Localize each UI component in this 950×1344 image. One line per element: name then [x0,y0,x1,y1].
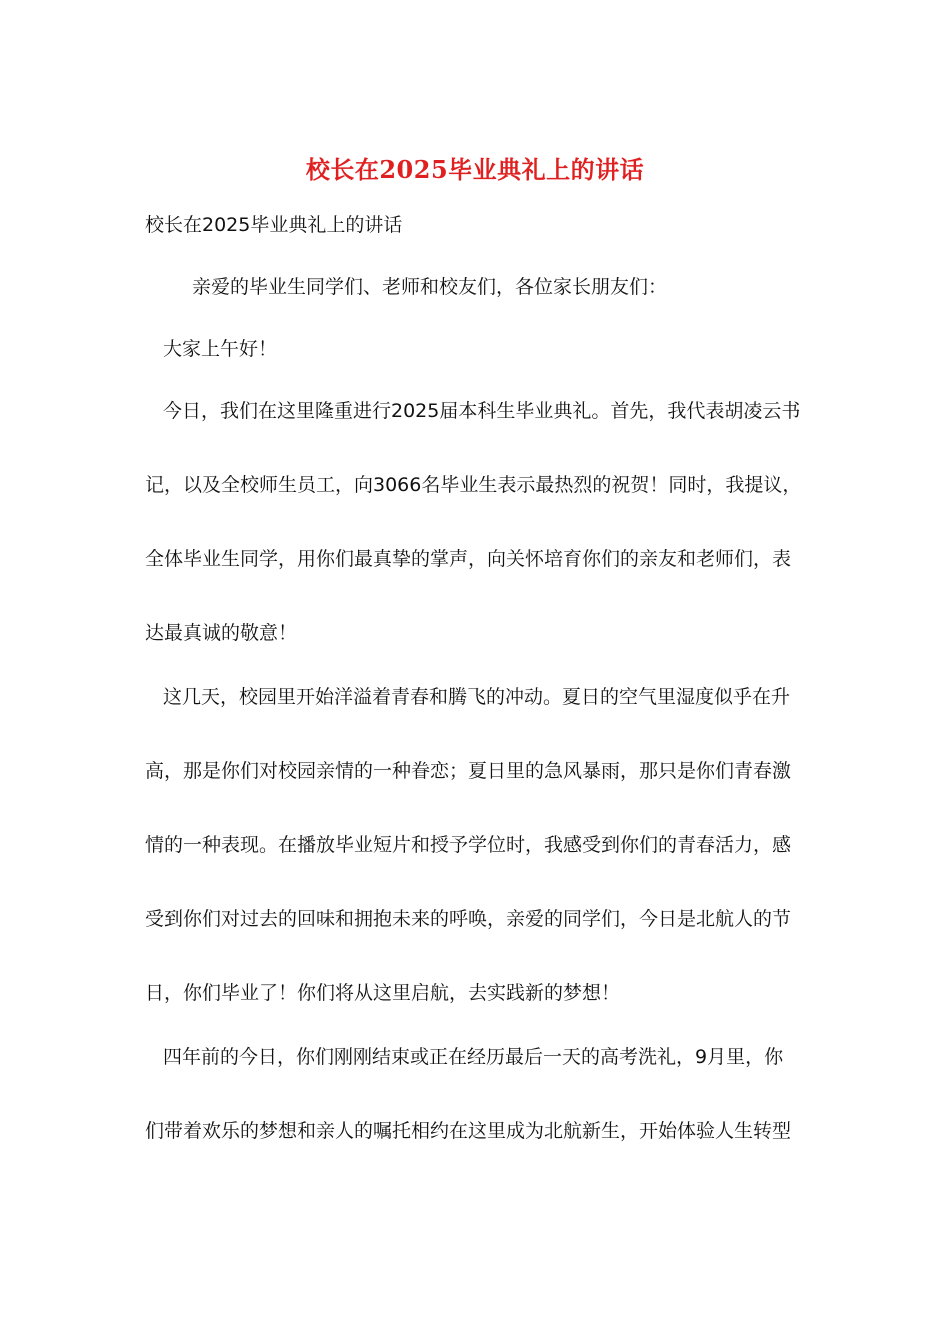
paragraph-line: 达最真诚的敬意！ [145,622,298,644]
paragraph-line: 们带着欢乐的梦想和亲人的嘱托相约在这里成为北航新生，开始体验人生转型 [145,1120,792,1142]
paragraph-line: 日，你们毕业了！你们将从这里启航，去实践新的梦想！ [145,982,621,1004]
greeting: 大家上午好！ [163,338,278,360]
paragraph-line: 情的一种表现。在播放毕业短片和授予学位时，我感受到你们的青春活力，感 [145,834,792,856]
paragraph-line: 这几天，校园里开始洋溢着青春和腾飞的冲动。夏日的空气里湿度似乎在升 [163,686,791,708]
paragraph-line: 受到你们对过去的回味和拥抱未来的呼唤，亲爱的同学们，今日是北航人的节 [145,908,792,930]
salutation: 亲爱的毕业生同学们、老师和校友们，各位家长朋友们： [192,276,668,298]
paragraph-line: 今日，我们在这里隆重进行2025届本科生毕业典礼。首先，我代表胡凌云书 [163,400,801,422]
document-subtitle: 校长在2025毕业典礼上的讲话 [145,214,403,236]
paragraph-line: 高，那是你们对校园亲情的一种眷恋；夏日里的急风暴雨，那只是你们青春激 [145,760,792,782]
paragraph-line: 四年前的今日，你们刚刚结束或正在经历最后一天的高考洗礼，9月里，你 [163,1046,784,1068]
paragraph-line: 记，以及全校师生员工，向3066名毕业生表示最热烈的祝贺！同时，我提议， [145,474,802,496]
paragraph-line: 全体毕业生同学，用你们最真挚的掌声，向关怀培育你们的亲友和老师们，表 [145,548,792,570]
document-title: 校长在2025毕业典礼上的讲话 [305,155,645,184]
